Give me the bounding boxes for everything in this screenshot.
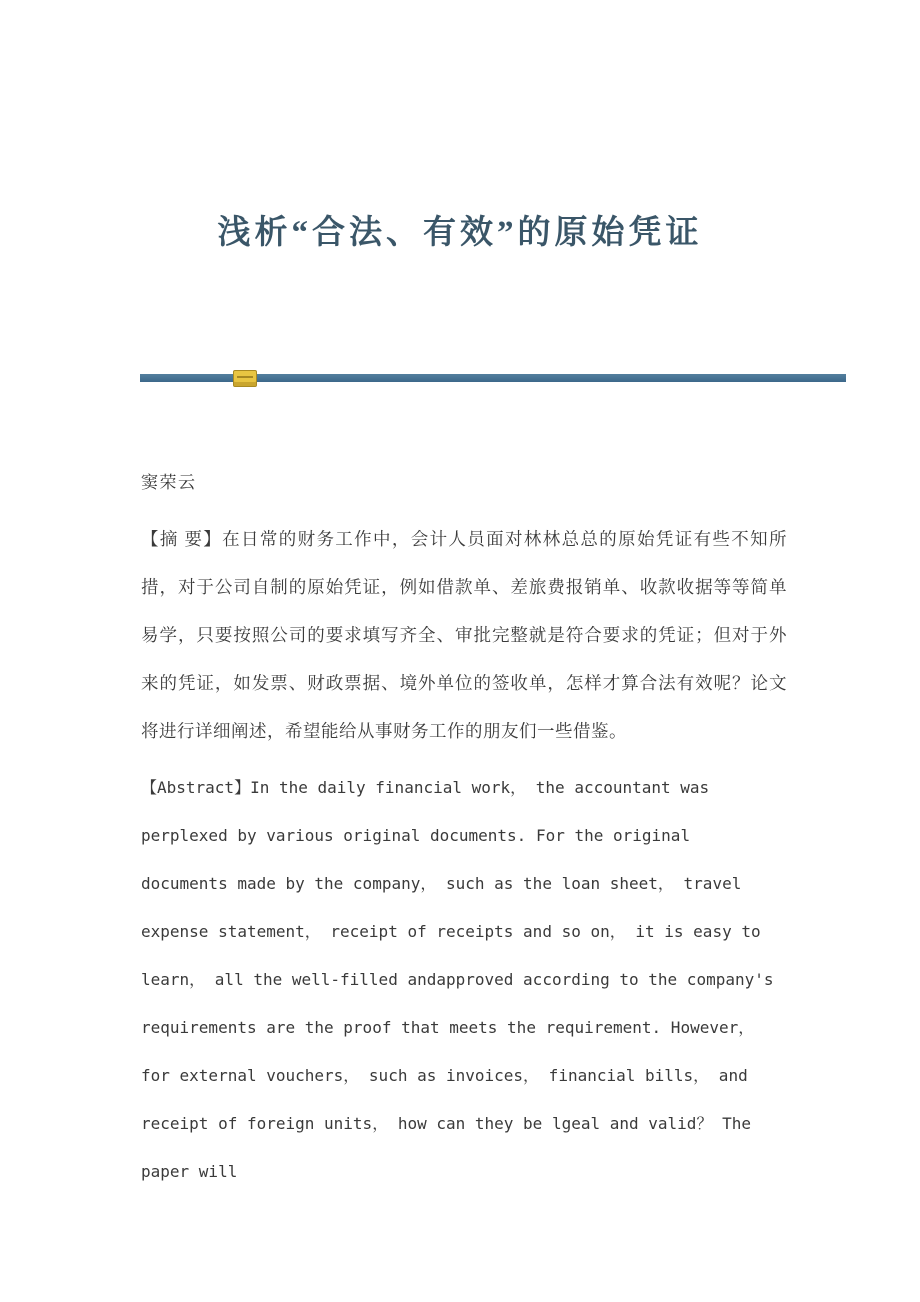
document-title: 浅析“合法、有效”的原始凭证 [217, 215, 703, 251]
gold-seal-icon [233, 370, 257, 387]
abstract-english: 【Abstract】In the daily financial work， the accountant was perplexed by various original documents. For the original documents made by the company， such as the loan sheet， travel expense statement， receipt of receipts and so on， it is easy to learn， all the well-filled andapproved according to the company's requirements are the proof that meets the requirement. However， for external vouchers， such as invoices， financial bills， and receipt of foreign units， how can they be lgeal and valid？ The paper will [141, 778, 774, 1181]
title-divider [140, 372, 846, 384]
author-name: 窦荣云 [141, 473, 197, 492]
abstract-chinese: 【摘 要】在日常的财务工作中，会计人员面对林林总总的原始凭证有些不知所措，对于公司自制的原始凭证，例如借款单、差旅费报销单、收款收据等等简单易学，只要按照公司的要求填写齐全、审批完整就是符合要求的凭证；但对于外来的凭证，如发票、财政票据、境外单位的签收单，怎样才算合法有效呢？论文将进行详细阐述，希望能给从事财务工作的朋友们一些借鉴。 [141, 529, 787, 741]
